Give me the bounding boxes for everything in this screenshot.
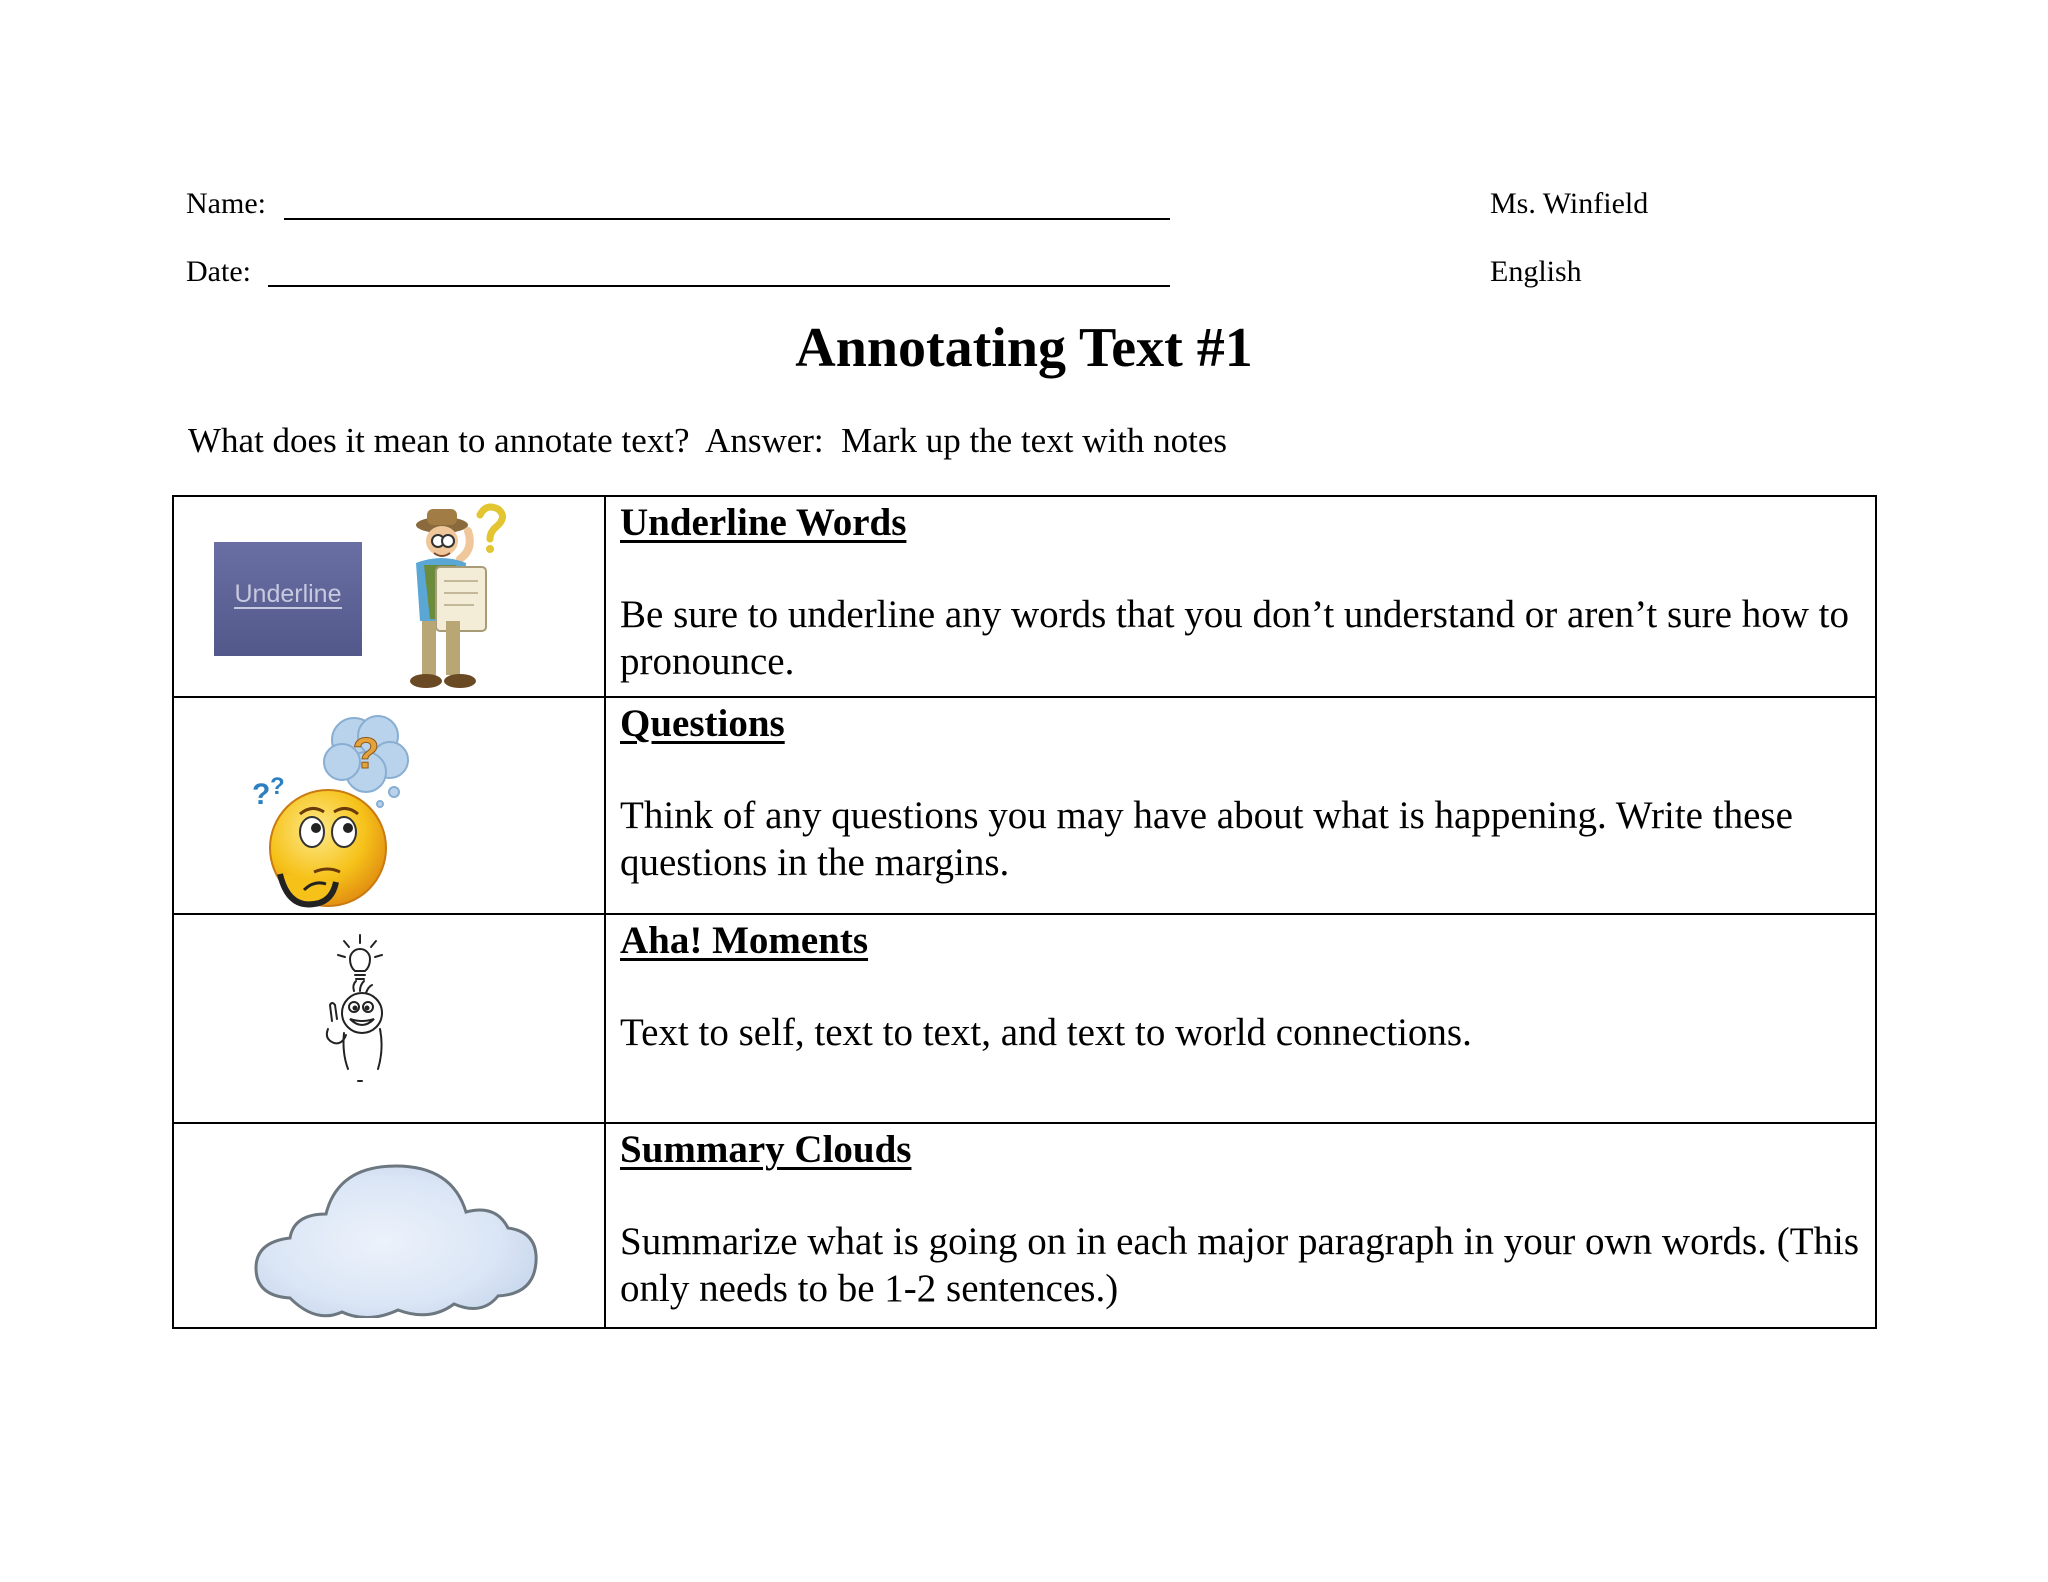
- name-label: Name:: [186, 187, 266, 220]
- table-row-underline: [174, 497, 1875, 696]
- svg-text:?: ?: [252, 778, 271, 811]
- description-cell: [606, 497, 1875, 696]
- intro-question: What does it mean to annotate text? Answer: Mark up the text with notes: [188, 421, 1228, 460]
- row-heading: Underline Words: [620, 501, 907, 544]
- picture-cell: [174, 698, 606, 913]
- row-description: Text to self, text to text, and text to world connections.: [620, 1011, 1472, 1054]
- annotation-table: [172, 495, 1877, 1329]
- row-description: Summarize what is going on in each major paragraph in your own words. (This only needs to be 1-2 sentences.): [620, 1220, 1860, 1310]
- row-description: Think of any questions you may have about what is happening. Write these questions in the margins.: [620, 794, 1793, 884]
- table-row-aha: [174, 913, 1875, 1122]
- row-heading: Summary Clouds: [620, 1128, 912, 1171]
- date-label: Date:: [186, 255, 251, 288]
- picture-cell: [174, 497, 606, 696]
- thinking-smiley-question-icon: [244, 708, 434, 908]
- svg-text:?: ?: [270, 773, 285, 800]
- table-row-questions: [174, 696, 1875, 913]
- page-title: Annotating Text #1: [795, 317, 1253, 379]
- row-heading: Questions: [620, 702, 785, 745]
- picture-cell: [174, 1124, 606, 1327]
- picture-cell: [174, 915, 606, 1122]
- cloud-icon: [250, 1158, 540, 1318]
- row-heading: Aha! Moments: [620, 919, 869, 962]
- teacher-name: Ms. Winfield: [1490, 187, 1649, 220]
- description-cell: [606, 1124, 1875, 1327]
- subject-name: English: [1490, 255, 1582, 288]
- explorer-reading-scroll-icon: [394, 501, 514, 693]
- description-cell: [606, 698, 1875, 913]
- underline-button-image: [214, 542, 364, 658]
- table-row-summary: [174, 1122, 1875, 1327]
- underline-image-label: Underline: [234, 580, 342, 608]
- row-description: Be sure to underline any words that you don’t understand or aren’t sure how to pronounce.: [620, 593, 1849, 683]
- description-cell: [606, 915, 1875, 1122]
- lightbulb-idea-figure-icon: [314, 933, 404, 1083]
- svg-text:?: ?: [352, 729, 380, 778]
- name-field[interactable]: [284, 218, 1170, 220]
- date-field[interactable]: [268, 285, 1170, 287]
